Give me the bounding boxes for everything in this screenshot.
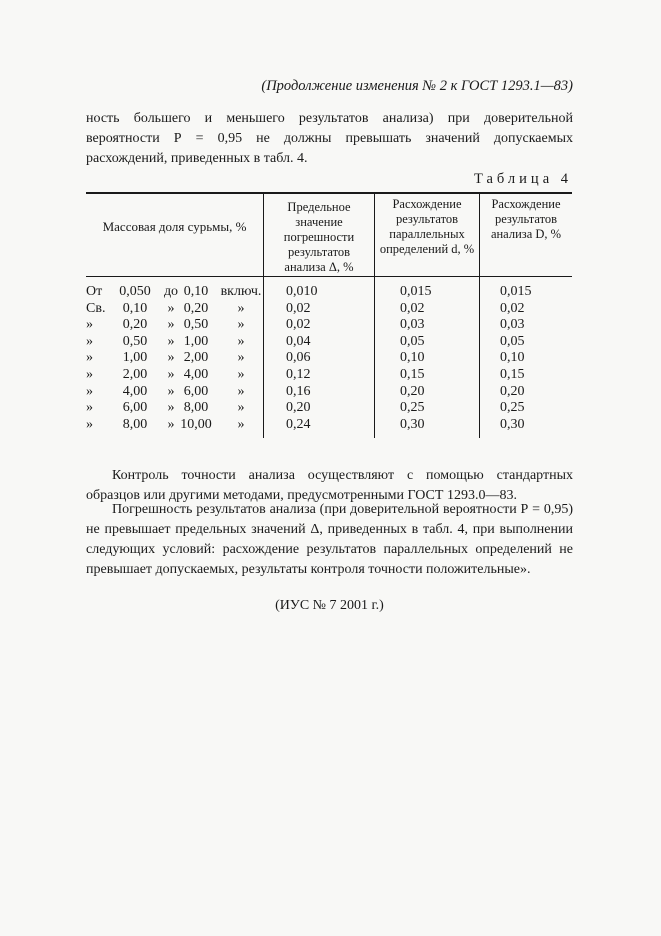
row-prefix: От — [86, 284, 103, 299]
cell-parallel-discrepancy: 0,30 — [400, 416, 425, 432]
cell-parallel-discrepancy: 0,02 — [400, 300, 425, 316]
range-suffix: » — [237, 350, 245, 366]
cell-error-limit: 0,16 — [286, 383, 311, 399]
column-header-parallel-discrepancy: Расхождение результатов параллельных определений d, % — [379, 197, 475, 256]
cell-parallel-discrepancy: 0,015 — [400, 284, 432, 299]
range-suffix: » — [237, 317, 245, 333]
range-low: 0,20 — [122, 317, 148, 333]
range-high: 4,00 — [183, 367, 209, 382]
row-prefix: » — [86, 416, 93, 432]
range-high: 0,10 — [183, 284, 209, 299]
range-high: 0,50 — [183, 317, 209, 333]
cell-parallel-discrepancy: 0,15 — [400, 367, 425, 382]
cell-parallel-discrepancy: 0,05 — [400, 333, 425, 349]
cell-analysis-discrepancy: 0,30 — [500, 416, 525, 432]
range-suffix: » — [237, 333, 245, 349]
row-prefix: Св. — [86, 300, 106, 316]
range-connector: » — [167, 333, 175, 349]
table-header-rule — [86, 276, 572, 277]
range-low: 1,00 — [122, 350, 148, 366]
range-high: 0,20 — [183, 300, 209, 316]
range-low: 0,50 — [122, 333, 148, 349]
range-suffix: » — [237, 416, 245, 432]
range-high: 8,00 — [183, 400, 209, 416]
range-suffix: » — [237, 367, 245, 382]
cell-parallel-discrepancy: 0,25 — [400, 400, 425, 416]
range-connector: » — [167, 383, 175, 399]
range-connector: до — [163, 284, 179, 299]
range-low: 6,00 — [122, 400, 148, 416]
row-prefix: » — [86, 400, 93, 416]
column-header-analysis-discrepancy: Расхождение результатов анализа D, % — [490, 197, 562, 241]
range-low: 8,00 — [122, 416, 148, 432]
range-suffix: » — [237, 383, 245, 399]
range-low: 0,050 — [119, 284, 151, 299]
range-connector: » — [167, 367, 175, 382]
range-low: 4,00 — [122, 383, 148, 399]
range-low: 2,00 — [122, 367, 148, 382]
cell-analysis-discrepancy: 0,015 — [500, 284, 532, 299]
cell-error-limit: 0,20 — [286, 400, 311, 416]
cell-parallel-discrepancy: 0,20 — [400, 383, 425, 399]
intro-paragraph: ность большего и меньшего результатов анализа) при доверительной вероятности Р = 0,95 не должны превышать значений допускаемых расхождений, приведенных в табл. 4. — [86, 111, 573, 166]
cell-analysis-discrepancy: 0,15 — [500, 367, 525, 382]
range-connector: » — [167, 416, 175, 432]
table-title: Таблица 4 — [473, 171, 572, 187]
range-suffix: » — [237, 400, 245, 416]
range-high: 2,00 — [183, 350, 209, 366]
row-prefix: » — [86, 317, 93, 333]
range-connector: » — [167, 300, 175, 316]
range-connector: » — [167, 400, 175, 416]
row-prefix: » — [86, 350, 93, 366]
cell-error-limit: 0,24 — [286, 416, 311, 432]
page-header: (Продолжение изменения № 2 к ГОСТ 1293.1—83) — [261, 78, 573, 94]
column-divider — [374, 192, 375, 438]
source-reference: (ИУС № 7 2001 г.) — [275, 598, 384, 613]
cell-analysis-discrepancy: 0,03 — [500, 317, 525, 333]
row-prefix: » — [86, 333, 93, 349]
cell-error-limit: 0,02 — [286, 300, 311, 316]
cell-analysis-discrepancy: 0,20 — [500, 383, 525, 399]
cell-error-limit: 0,12 — [286, 367, 311, 382]
cell-parallel-discrepancy: 0,03 — [400, 317, 425, 333]
range-connector: » — [167, 350, 175, 366]
cell-error-limit: 0,010 — [286, 284, 318, 299]
table-top-rule — [86, 192, 572, 194]
range-connector: » — [167, 317, 175, 333]
cell-analysis-discrepancy: 0,02 — [500, 300, 525, 316]
column-header-error-limit: Предельное значение погрешности результатов анализа Δ, % — [283, 200, 355, 274]
range-high: 10,00 — [180, 416, 212, 432]
error-paragraph: Погрешность результатов анализа (при доверительной вероятности Р = 0,95) не превышает предельных значений Δ, приведенных в табл. 4, при выполнении следующих условий: расхождение результатов параллельных определений не превышает допускаемых, результаты контроля точности положительные». — [86, 502, 573, 577]
cell-analysis-discrepancy: 0,10 — [500, 350, 525, 366]
row-prefix: » — [86, 367, 93, 382]
cell-analysis-discrepancy: 0,05 — [500, 333, 525, 349]
cell-parallel-discrepancy: 0,10 — [400, 350, 425, 366]
cell-error-limit: 0,02 — [286, 317, 311, 333]
range-high: 6,00 — [183, 383, 209, 399]
row-prefix: » — [86, 383, 93, 399]
cell-analysis-discrepancy: 0,25 — [500, 400, 525, 416]
range-low: 0,10 — [122, 300, 148, 316]
cell-error-limit: 0,06 — [286, 350, 311, 366]
range-high: 1,00 — [183, 333, 209, 349]
data-table — [86, 192, 572, 438]
control-paragraph: Контроль точности анализа осуществляют с помощью стандартных образцов или другими методами, предусмотренными ГОСТ 1293.0—83. — [86, 468, 573, 503]
column-header-mass-fraction: Массовая доля сурьмы, % — [102, 219, 247, 234]
range-suffix: включ. — [220, 284, 262, 299]
range-suffix: » — [237, 300, 245, 316]
cell-error-limit: 0,04 — [286, 333, 311, 349]
column-divider — [479, 192, 480, 438]
